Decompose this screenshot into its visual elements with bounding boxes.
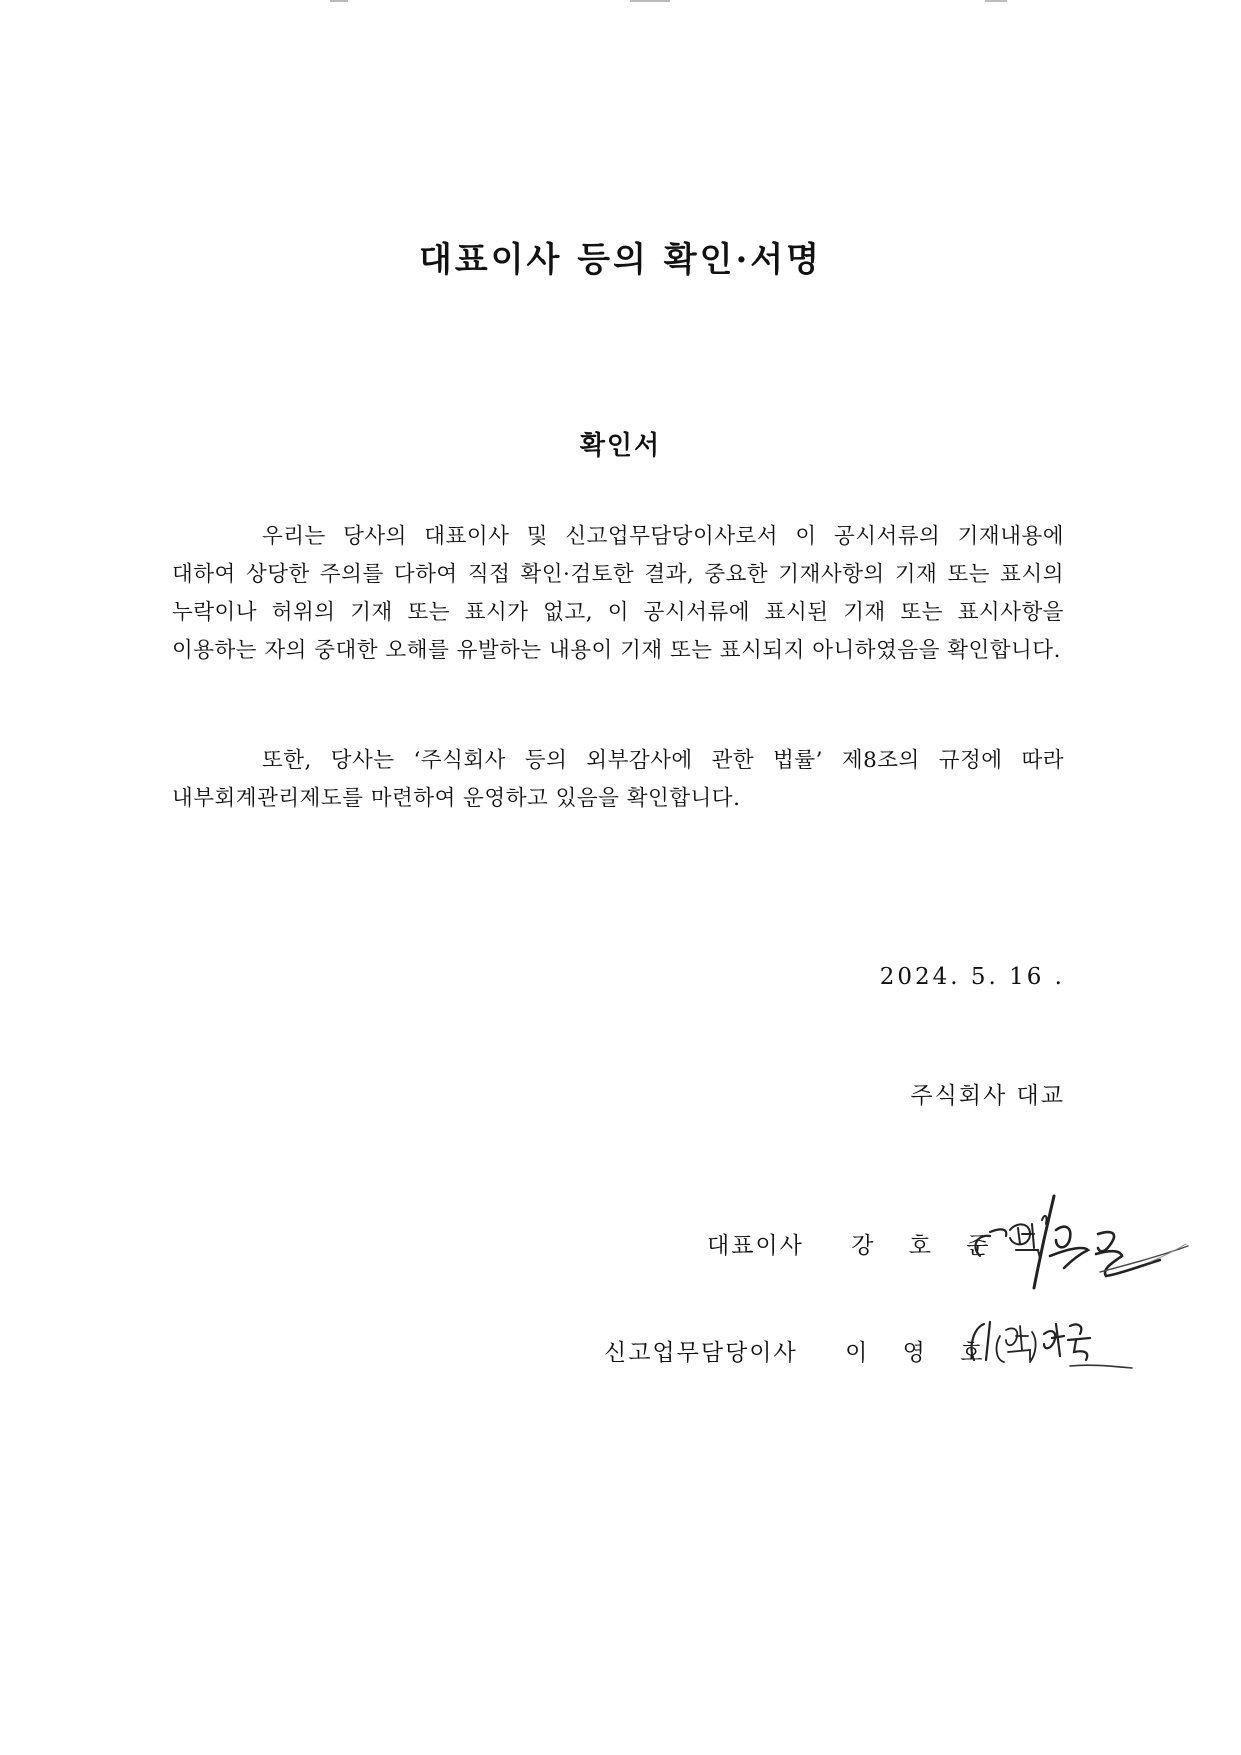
signatory-name: 강 호 준: [851, 1233, 1003, 1259]
scan-artifact: [985, 0, 1007, 2]
officer-handwritten-signature: [960, 1306, 1135, 1376]
document-date: 2024. 5. 16 .: [879, 964, 1065, 990]
signatory-role: 신고업무담당이사: [604, 1340, 798, 1366]
company-name: 주식회사 대교: [910, 1083, 1065, 1109]
scan-artifact: [630, 0, 670, 2]
confirmation-heading: 확인서: [579, 431, 662, 461]
ceo-handwritten-signature: [960, 1184, 1190, 1304]
confirmation-paragraph-1: 우리는 당사의 대표이사 및 신고업무담당이사로서 이 공시서류의 기재내용에 대하여 상당한 주의를 다하여 직접 확인·검토한 결과, 중요한 기재사항의 기재 또는 표시의 누락이나 허위의 기재 또는 표시가 없고, 이 공시서류에 표시된 기재 또는 표시사항을 이용하는 자의 중대한 오해를 유발하는 내용이 기재 또는 표시되지 아니하였음을 확인합니다.: [172, 524, 1064, 663]
signatory-role: 대표이사: [707, 1233, 804, 1259]
scan-artifact: [330, 0, 348, 2]
signatory-disclosure-officer: [604, 1334, 996, 1367]
signatory-name: 이 영 호: [845, 1340, 997, 1366]
signatory-ceo: [707, 1227, 1002, 1260]
document-title: 대표이사 등의 확인·서명: [419, 240, 822, 280]
confirmation-paragraph-2: 또한, 당사는 ‘주식회사 등의 외부감사에 관한 법률’ 제8조의 규정에 따라 내부회계관리제도를 마련하여 운영하고 있음을 확인합니다.: [172, 748, 1064, 811]
